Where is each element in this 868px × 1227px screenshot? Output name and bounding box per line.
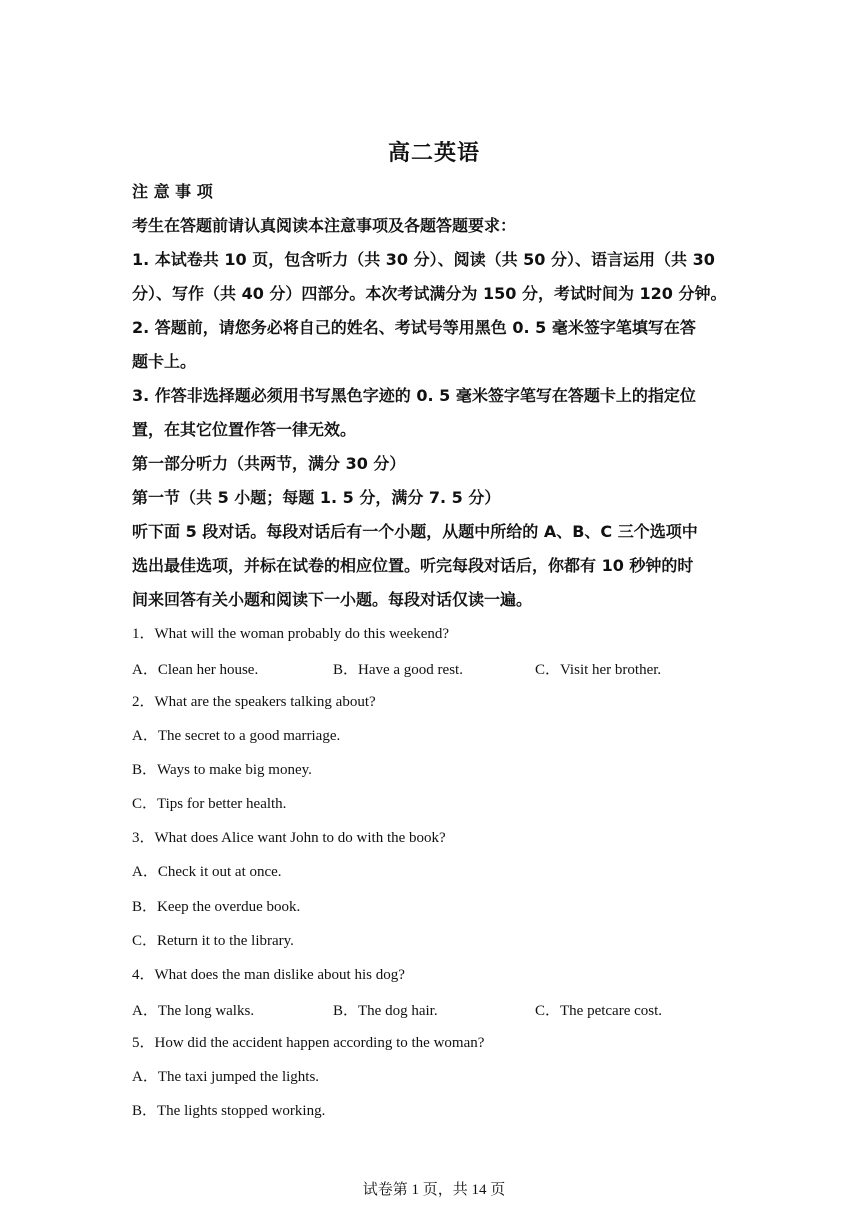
notice-line: 题卡上。 [132,352,197,371]
part-heading: 第一部分听力（共两节，满分 30 分） [132,454,406,473]
option-c: C．Tips for better health. [132,796,287,812]
options-row [132,999,732,1019]
option-a: A．Check it out at once. [132,864,282,880]
notice-line: 分）、写作（共 40 分）四部分。本次考试满分为 150 分，考试时间为 120 分钟。 [132,284,727,303]
notice-heading: 注 意 事 项 [132,182,213,201]
page-footer: 试卷第 1 页，共 14 页 [362,1182,506,1198]
notice-line: 2. 答题前，请您务必将自己的姓名、考试号等用黑色 0. 5 毫米签字笔填写在答 [132,318,696,337]
option-a: A．Clean her house. [132,662,259,678]
option-c: C．The petcare cost. [535,1003,663,1019]
option-a: A．The long walks. [132,1003,255,1019]
section-heading: 第一节（共 5 小题；每题 1. 5 分，满分 7. 5 分） [132,488,501,507]
question-5: 5．How did the accident happen according to the woman? [132,1035,485,1051]
option-b: B．The lights stopped working. [132,1103,326,1119]
page-title: 高二英语 [387,140,480,166]
instruction-line: 听下面 5 段对话。每段对话后有一个小题，从题中所给的 A、B、C 三个选项中 [132,522,698,541]
option-b: B．The dog hair. [333,1003,438,1019]
option-c: C．Return it to the library. [132,933,294,949]
option-b: B．Keep the overdue book. [132,899,301,915]
notice-line: 1. 本试卷共 10 页，包含听力（共 30 分）、阅读（共 50 分）、语言运用（共 30 [132,250,715,269]
notice-intro: 考生在答题前请认真阅读本注意事项及各题答题要求： [132,216,517,235]
option-a: A．The taxi jumped the lights. [132,1069,320,1085]
question-3: 3．What does Alice want John to do with the book? [132,830,446,846]
question-2: 2．What are the speakers talking about? [132,694,376,710]
option-b: B．Ways to make big money. [132,762,312,778]
instruction-line: 选出最佳选项，并标在试卷的相应位置。听完每段对话后，你都有 10 秒钟的时 [132,556,694,575]
notice-line: 置，在其它位置作答一律无效。 [132,420,357,439]
notice-line: 3. 作答非选择题必须用书写黑色字迹的 0. 5 毫米签字笔写在答题卡上的指定位 [132,386,696,405]
options-row [132,658,732,678]
question-1: 1．What will the woman probably do this weekend? [132,626,450,642]
instruction-line: 间来回答有关小题和阅读下一小题。每段对话仅读一遍。 [132,590,533,609]
question-4: 4．What does the man dislike about his dog? [132,967,405,983]
option-a: A．The secret to a good marriage. [132,728,341,744]
option-c: C．Visit her brother. [535,662,662,678]
option-b: B．Have a good rest. [333,662,463,678]
